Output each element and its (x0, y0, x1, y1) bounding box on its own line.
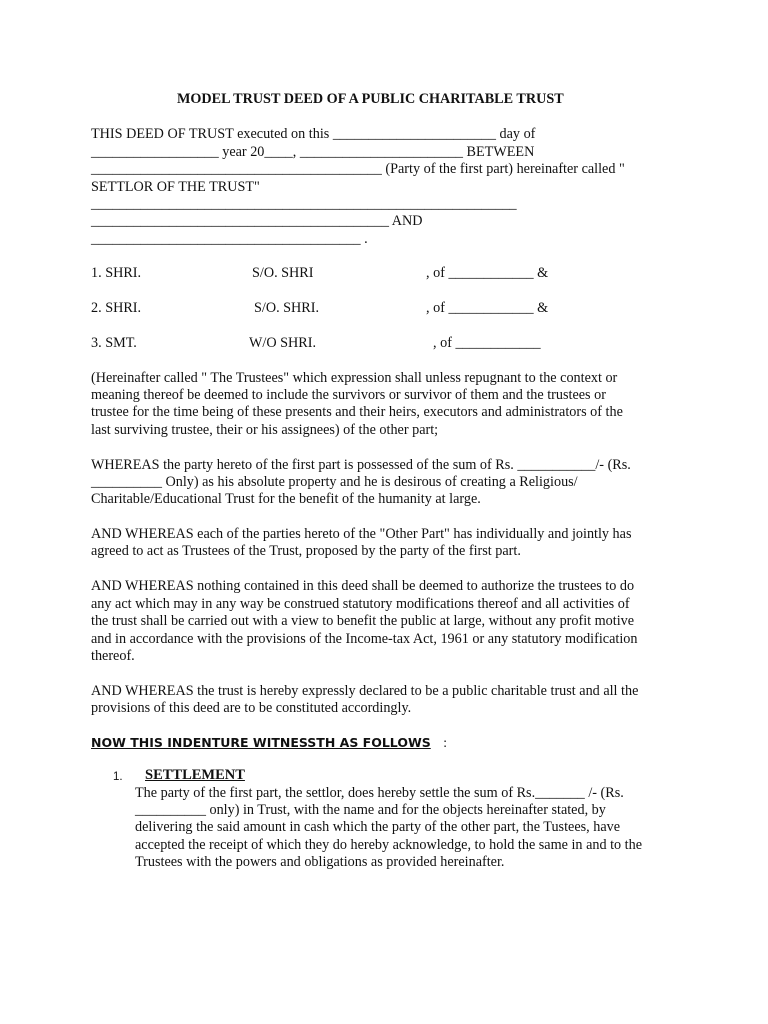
witnesseth-colon: : (443, 735, 448, 750)
whereas-4-line-2: provisions of this deed are to be constituted accordingly. (91, 700, 412, 716)
trustee-3-prefix: 3. SMT. (91, 335, 137, 351)
opening-line-7: ______________________________________ . (91, 231, 368, 247)
section-1-line-4: accepted the receipt of which they do hereby acknowledge, to hold the same in and to the (135, 837, 643, 853)
document-title: MODEL TRUST DEED OF A PUBLIC CHARITABLE TRUST (177, 91, 564, 107)
whereas-1-line-2: __________ Only) as his absolute property and he is desirous of creating a Religious/ (91, 474, 578, 490)
section-1-title: SETTLEMENT (145, 767, 245, 783)
whereas-1-line-3: Charitable/Educational Trust for the benefit of the humanity at large. (91, 491, 481, 507)
whereas-4-line-1: AND WHEREAS the trust is hereby expressly declared to be a public charitable trust and all the (91, 683, 639, 699)
whereas-3-line-1: AND WHEREAS nothing contained in this deed shall be deemed to authorize the trustees to do (91, 578, 635, 594)
trustee-1-of: , of ____________ & (426, 265, 549, 281)
trustee-3-relation: W/O SHRI. (249, 335, 316, 351)
trustee-2-relation: S/O. SHRI. (254, 300, 320, 316)
whereas-3-line-5: thereof. (91, 648, 135, 664)
whereas-2-line-2: agreed to act as Trustees of the Trust, proposed by the party of the first part. (91, 543, 521, 559)
opening-line-5: ____________________________________________________________ (91, 196, 517, 212)
opening-line-1: THIS DEED OF TRUST executed on this _______________________ day of (91, 126, 536, 142)
whereas-2-line-1: AND WHEREAS each of the parties hereto of the "Other Part" has individually and jointly has (91, 526, 632, 542)
section-1-number: 1. (113, 771, 123, 783)
section-1-line-3: delivering the said amount in cash which the party of the other part, the Tustees, have (135, 819, 621, 835)
section-1-line-1: The party of the first part, the settlor, does hereby settle the sum of Rs._______ /- (Rs. (135, 785, 624, 801)
trustee-2-prefix: 2. SHRI. (91, 300, 142, 316)
hereinafter-line-2: meaning thereof be deemed to include the survivors or survivor of them and the trustees or (91, 387, 606, 403)
section-1-line-5: Trustees with the powers and obligations as provided hereinafter. (135, 854, 505, 870)
opening-line-3: _________________________________________ (Party of the first part) hereinafter called " (91, 161, 625, 177)
whereas-1-line-1: WHEREAS the party hereto of the first part is possessed of the sum of Rs. ___________/- (Rs. (91, 457, 631, 473)
trustee-1-relation: S/O. SHRI (252, 265, 314, 281)
section-1-line-2: __________ only) in Trust, with the name and for the objects hereinafter stated, by (135, 802, 606, 818)
hereinafter-line-1: (Hereinafter called " The Trustees" which expression shall unless repugnant to the context or (91, 370, 618, 386)
witnesseth-heading: NOW THIS INDENTURE WITNESSTH AS FOLLOWS (91, 735, 431, 750)
whereas-3-line-4: and in accordance with the provisions of the Income-tax Act, 1961 or any statutory modification (91, 631, 638, 647)
opening-line-2: __________________ year 20____, _______________________ BETWEEN (91, 144, 535, 160)
whereas-3-line-3: the trust shall be carried out with a view to benefit the public at large, without any profit motive (91, 613, 635, 629)
trustee-2-of: , of ____________ & (426, 300, 549, 316)
trustee-1-prefix: 1. SHRI. (91, 265, 142, 281)
opening-line-4: SETTLOR OF THE TRUST" (91, 179, 260, 195)
trustee-3-of: , of ____________ (433, 335, 541, 351)
opening-line-6: __________________________________________ AND (91, 213, 423, 229)
hereinafter-line-4: last surviving trustee, their or his assignees) of the other part; (91, 422, 439, 438)
whereas-3-line-2: any act which may in any way be construed statutory modifications thereof and all activities of (91, 596, 630, 612)
hereinafter-line-3: trustee for the time being of these presents and their heirs, executors and administrators of the (91, 404, 623, 420)
